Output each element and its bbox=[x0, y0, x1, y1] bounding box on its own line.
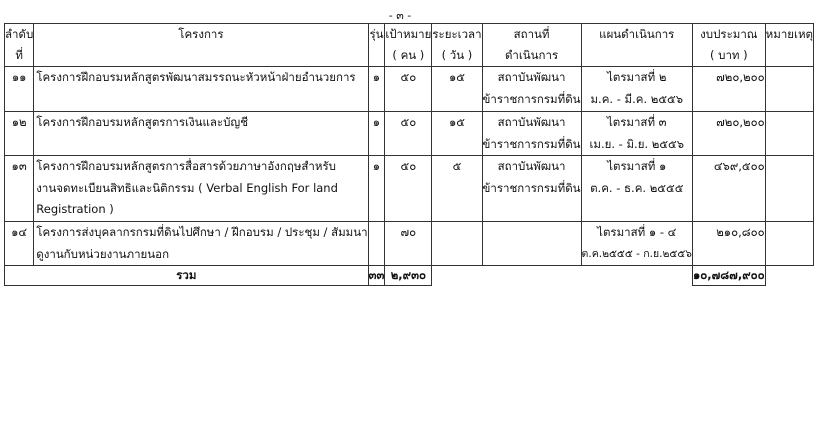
row-venue: สถาบันพัฒนา ข้าราชการกรมที่ดิน bbox=[482, 67, 581, 112]
row-duration bbox=[432, 222, 482, 266]
row-schedule: ไตรมาสที่ ๑ - ๔ ต.ค.๒๕๕๕ - ก.ย.๒๕๕๖ bbox=[581, 222, 692, 266]
row-budget: ๗๒๐,๒๐๐ bbox=[692, 112, 765, 156]
row-schedule: ไตรมาสที่ ๑ ต.ค. - ธ.ค. ๒๕๕๕ bbox=[581, 156, 692, 222]
table-row bbox=[5, 222, 814, 266]
total-budget: ๑๐,๗๘๗,๙๐๐ bbox=[692, 266, 765, 286]
total-batch: ๓๓ bbox=[368, 266, 385, 286]
total-label: รวม bbox=[5, 266, 369, 286]
row-batch bbox=[368, 222, 385, 266]
row-remark bbox=[765, 67, 813, 112]
header-budget: งบประมาณ ( บาท ) bbox=[692, 24, 765, 67]
row-budget: ๒๑๐,๘๐๐ bbox=[692, 222, 765, 266]
total-target: ๒,๙๓๐ bbox=[385, 266, 432, 286]
header-schedule: แผนดำเนินการ bbox=[581, 24, 692, 67]
total-blank bbox=[432, 266, 693, 286]
header-batch: รุ่น bbox=[368, 24, 385, 67]
row-project: โครงการฝึกอบรมหลักสูตรพัฒนาสมรรถนะหัวหน้าฝ่ายอำนวยการ bbox=[34, 67, 368, 112]
row-duration: ๑๕ bbox=[432, 67, 482, 112]
row-schedule: ไตรมาสที่ ๓ เม.ย. - มิ.ย. ๒๕๕๖ bbox=[581, 112, 692, 156]
row-project: โครงการฝึกอบรมหลักสูตรการสื่อสารด้วยภาษาอังกฤษสำหรับ งานจดทะเบียนสิทธิและนิติกรรม ( Verbal English For land Registration ) bbox=[34, 156, 368, 222]
total-remark-blank bbox=[765, 266, 813, 286]
row-batch: ๑ bbox=[368, 67, 385, 112]
row-no: ๑๑ bbox=[5, 67, 34, 112]
row-batch: ๑ bbox=[368, 156, 385, 222]
row-project: โครงการฝึกอบรมหลักสูตรการเงินและบัญชี bbox=[34, 112, 368, 156]
row-remark bbox=[765, 112, 813, 156]
table-row bbox=[5, 156, 814, 222]
row-venue: สถาบันพัฒนา ข้าราชการกรมที่ดิน bbox=[482, 156, 581, 222]
header-remark: หมายเหตุ bbox=[765, 24, 813, 67]
row-budget: ๔๖๙,๕๐๐ bbox=[692, 156, 765, 222]
row-duration: ๕ bbox=[432, 156, 482, 222]
row-batch: ๑ bbox=[368, 112, 385, 156]
header-project: โครงการ bbox=[34, 24, 368, 67]
table-row bbox=[5, 67, 814, 112]
header-target: เป้าหมาย ( คน ) bbox=[385, 24, 432, 67]
row-target: ๕๐ bbox=[385, 67, 432, 112]
row-duration: ๑๕ bbox=[432, 112, 482, 156]
row-schedule: ไตรมาสที่ ๒ ม.ค. - มี.ค. ๒๕๕๖ bbox=[581, 67, 692, 112]
row-no: ๑๔ bbox=[5, 222, 34, 266]
header-venue: สถานที่ ดำเนินการ bbox=[482, 24, 581, 67]
row-remark bbox=[765, 156, 813, 222]
table-header-row bbox=[5, 24, 814, 67]
total-row bbox=[5, 266, 814, 286]
header-no: ลำดับ ที่ bbox=[5, 24, 34, 67]
row-project: โครงการส่งบุคลากรกรมที่ดินไปศึกษา / ฝึกอบรม / ประชุม / สัมมนา ดูงานกับหน่วยงานภายนอก bbox=[34, 222, 368, 266]
row-budget: ๗๒๐,๒๐๐ bbox=[692, 67, 765, 112]
row-remark bbox=[765, 222, 813, 266]
row-venue: สถาบันพัฒนา ข้าราชการกรมที่ดิน bbox=[482, 112, 581, 156]
table-row bbox=[5, 112, 814, 156]
row-no: ๑๓ bbox=[5, 156, 34, 222]
page-number: - ๓ - bbox=[388, 9, 412, 22]
row-target: ๕๐ bbox=[385, 156, 432, 222]
header-duration: ระยะเวลา ( วัน ) bbox=[432, 24, 482, 67]
row-target: ๕๐ bbox=[385, 112, 432, 156]
project-plan-table bbox=[4, 23, 814, 286]
row-target: ๗๐ bbox=[385, 222, 432, 266]
row-no: ๑๒ bbox=[5, 112, 34, 156]
row-venue bbox=[482, 222, 581, 266]
